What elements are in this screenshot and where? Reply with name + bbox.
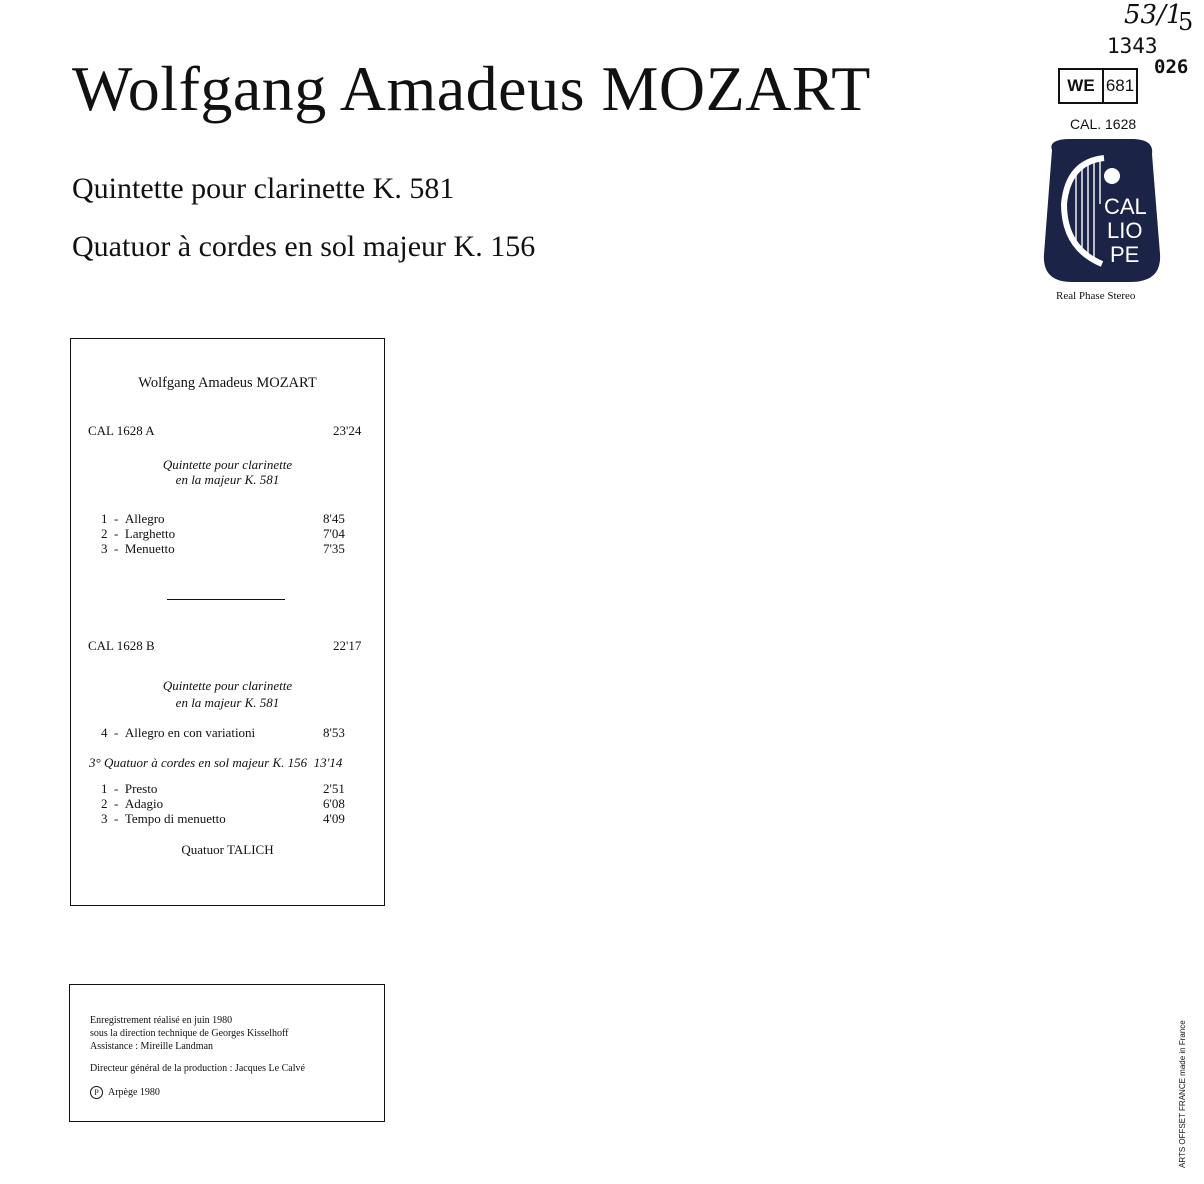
we-catalog-box	[1058, 68, 1138, 104]
track-row: 4 - Allegro en con variationi	[101, 725, 256, 740]
track-number: 2	[101, 796, 108, 811]
quatuor-work-line	[89, 755, 342, 771]
track-time: 7'04	[323, 526, 345, 541]
side-b-code: CAL 1628 B	[88, 638, 155, 653]
handwritten-mark-2: 5	[1178, 8, 1194, 36]
side-a-work-line-2: en la majeur K. 581	[175, 472, 280, 487]
track-number: 1	[101, 781, 108, 796]
credit-production: Directeur général de la production : Jacques Le Calvé	[90, 1063, 305, 1074]
track-time: 7'35	[323, 541, 345, 556]
we-number: 681	[1105, 76, 1135, 95]
track-number: 3	[101, 541, 108, 556]
track-title: Larghetto	[124, 526, 176, 541]
side-divider	[167, 599, 285, 600]
logo-text-2: LIO	[1107, 218, 1143, 243]
logo-caption: Real Phase Stereo	[1056, 290, 1136, 302]
calliope-logo-icon	[1038, 136, 1164, 286]
credit-assistance: Assistance : Mireille Landman	[90, 1041, 214, 1052]
side-a-work-line-1: Quintette pour clarinette	[162, 457, 293, 472]
work-title-1: Quintette pour clarinette K. 581	[72, 172, 455, 205]
track-title: Tempo di menuetto	[124, 811, 226, 826]
copyright-text: Arpège 1980	[108, 1086, 160, 1098]
track-title: Menuetto	[124, 541, 175, 556]
logo-text-3: PE	[1110, 242, 1140, 267]
ensemble-name: Quatuor TALICH	[181, 842, 274, 857]
track-number: 3	[101, 811, 108, 826]
side-b-work-line-2: en la majeur K. 581	[175, 695, 280, 710]
stamped-number-2: 026	[1154, 56, 1189, 78]
album-composer-title: Wolfgang Amadeus MOZART	[72, 53, 871, 124]
side-b-total: 22'17	[333, 638, 362, 653]
credit-copyright	[90, 1086, 160, 1099]
tracklist-box	[70, 338, 385, 906]
printer-imprint: ARTS OFFSET FRANCE made in France	[1178, 1020, 1187, 1168]
track-time: 4'09	[323, 811, 345, 826]
track-row: 3 - Menuetto	[101, 541, 175, 556]
track-row: 2 - Adagio	[101, 796, 164, 811]
track-row: 3 - Tempo di menuetto	[101, 811, 226, 826]
logo-text-1: CAL	[1104, 194, 1147, 219]
track-time: 8'45	[323, 511, 345, 526]
track-title: Adagio	[124, 796, 164, 811]
track-number: 4	[101, 725, 108, 740]
track-time: 8'53	[323, 725, 345, 740]
side-a-code: CAL 1628 A	[88, 423, 155, 438]
work-title-2: Quatuor à cordes en sol majeur K. 156	[72, 230, 536, 263]
stamped-number-1: 1343	[1107, 34, 1158, 58]
quatuor-work-title: 3° Quatuor à cordes en sol majeur K. 156	[89, 755, 308, 770]
credit-recording: Enregistrement réalisé en juin 1980	[90, 1015, 233, 1026]
track-time: 6'08	[323, 796, 345, 811]
credits-box	[69, 984, 385, 1122]
track-time: 2'51	[323, 781, 345, 796]
track-title: Allegro en con variationi	[124, 725, 256, 740]
catalog-code: CAL. 1628	[1070, 116, 1137, 132]
track-title: Allegro	[124, 511, 165, 526]
we-label: WE	[1060, 70, 1104, 102]
tracklist-composer: Wolfgang Amadeus MOZART	[138, 375, 317, 391]
track-row: 2 - Larghetto	[101, 526, 176, 541]
track-number: 2	[101, 526, 108, 541]
track-title: Presto	[124, 781, 158, 796]
track-row: 1 - Allegro	[101, 511, 165, 526]
credit-technical: sous la direction technique de Georges Kisselhoff	[90, 1028, 289, 1039]
track-number: 1	[101, 511, 108, 526]
side-a-total: 23'24	[333, 423, 362, 438]
handwritten-mark: 53/1	[1124, 0, 1183, 30]
phonogram-icon: P	[90, 1086, 103, 1099]
quatuor-total: 13'14	[313, 755, 343, 770]
side-b-work-line-1: Quintette pour clarinette	[162, 678, 293, 693]
track-row: 1 - Presto	[101, 781, 158, 796]
